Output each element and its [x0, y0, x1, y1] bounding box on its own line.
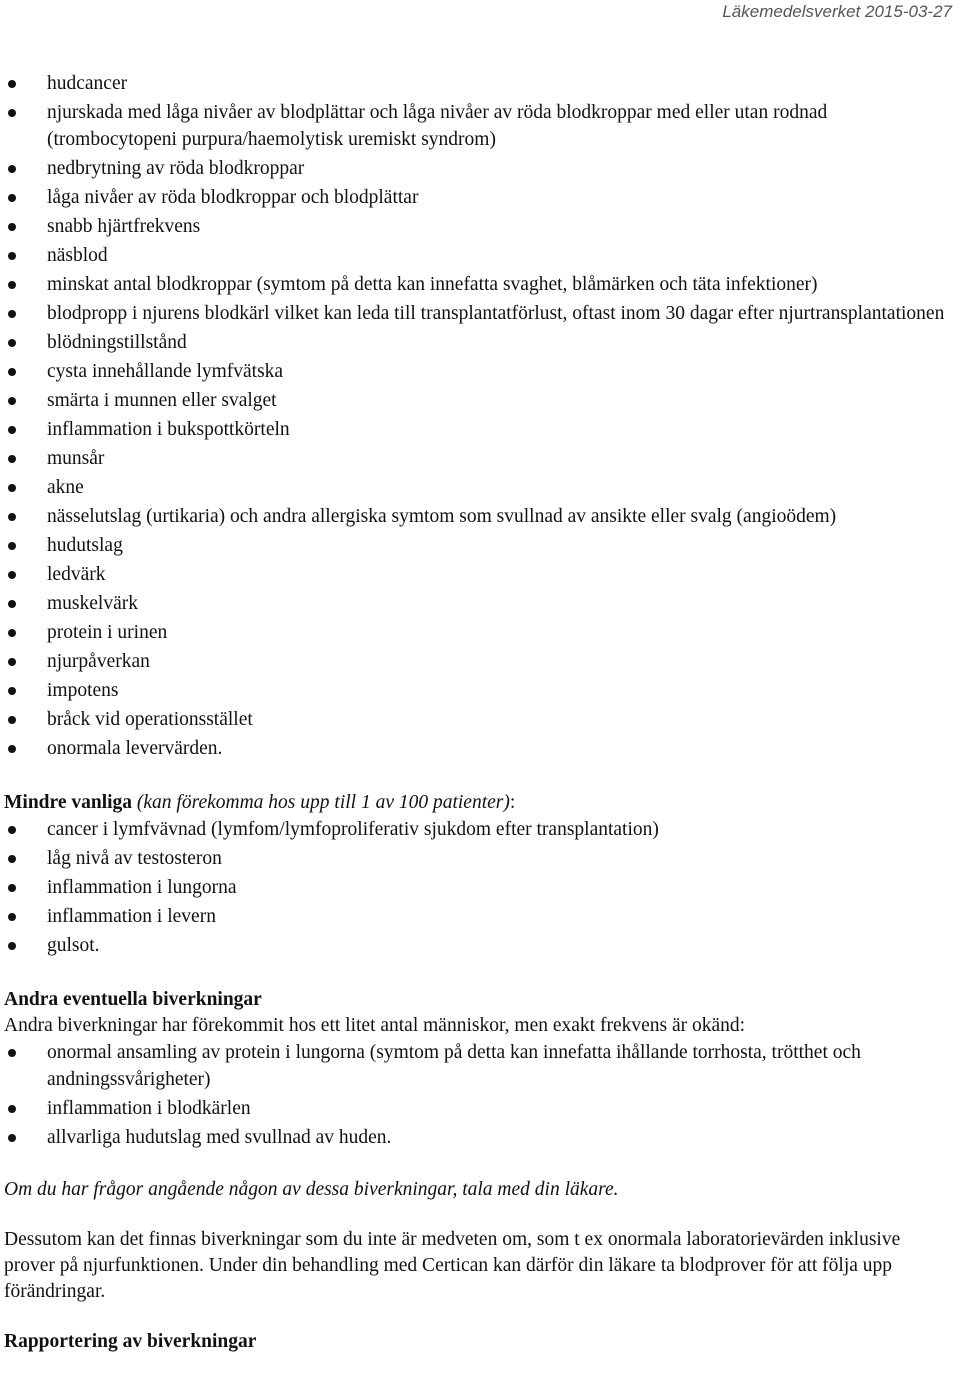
bullet-icon [8, 884, 16, 892]
list-item-text: bråck vid operationsstället [47, 709, 253, 730]
list-item [4, 387, 954, 414]
list-item [4, 932, 954, 959]
bullet-icon [8, 484, 16, 492]
list-item-text: allvarliga hudutslag med svullnad av huden. [47, 1127, 392, 1148]
bullet-icon [8, 1049, 16, 1057]
list-item [4, 816, 954, 843]
list-item [4, 845, 954, 872]
list-item [4, 677, 954, 704]
uncommon-side-effects-list [4, 816, 954, 959]
list-item [4, 561, 954, 588]
list-item-text: ledvärk [47, 564, 106, 585]
list-item [4, 300, 954, 327]
list-item [4, 1095, 954, 1122]
other-heading: Andra eventuella biverkningar [4, 989, 262, 1010]
bullet-icon [8, 281, 16, 289]
list-item [4, 184, 954, 211]
list-item-text: smärta i munnen eller svalget [47, 390, 277, 411]
bullet-icon [8, 687, 16, 695]
list-item [4, 99, 954, 153]
bullet-icon [8, 629, 16, 637]
uncommon-heading-frequency: (kan förekomma hos upp till 1 av 100 patienter) [136, 792, 510, 813]
list-item [4, 1039, 954, 1093]
list-item-text: gulsot. [47, 935, 100, 956]
list-item [4, 70, 954, 97]
list-item-text: nedbrytning av röda blodkroppar [47, 158, 305, 179]
reporting-heading: Rapportering av biverkningar [4, 1331, 257, 1352]
list-item [4, 590, 954, 617]
list-item [4, 1124, 954, 1151]
list-item-text: inflammation i levern [47, 906, 216, 927]
list-item-text: låg nivå av testosteron [47, 848, 222, 869]
list-item [4, 242, 954, 269]
list-item [4, 532, 954, 559]
list-item-text: blödningstillstånd [47, 332, 187, 353]
other-side-effects-list [4, 1039, 954, 1151]
bullet-icon [8, 942, 16, 950]
list-item-text: inflammation i blodkärlen [47, 1098, 251, 1119]
lab-note: Dessutom kan det finnas biverkningar som du inte är medveten om, som t ex onormala laboratorievärden inklusive prover på njurfunktionen. Under din behandling med Certican kan därför din läkare ta blodprover för att följa upp förändringar. [4, 1229, 901, 1302]
list-item [4, 874, 954, 901]
list-item-text: cancer i lymfvävnad (lymfom/lymfoproliferativ sjukdom efter transplantation) [47, 819, 659, 840]
uncommon-heading-colon: : [509, 792, 516, 813]
list-item-text: cysta innehållande lymfvätska [47, 361, 284, 382]
uncommon-heading [4, 790, 954, 816]
list-item-text: snabb hjärtfrekvens [47, 216, 201, 237]
list-item-text: låga nivåer av röda blodkroppar och blodplättar [47, 187, 419, 208]
bullet-icon [8, 194, 16, 202]
list-item [4, 416, 954, 443]
bullet-icon [8, 165, 16, 173]
bullet-icon [8, 397, 16, 405]
bullet-icon [8, 745, 16, 753]
bullet-icon [8, 455, 16, 463]
list-item [4, 735, 954, 762]
list-item [4, 213, 954, 240]
bullet-icon [8, 542, 16, 550]
questions-note: Om du har frågor angående någon av dessa biverkningar, tala med din läkare. [4, 1179, 619, 1200]
bullet-icon [8, 339, 16, 347]
bullet-icon [8, 310, 16, 318]
list-item [4, 329, 954, 356]
list-item-text: onormala levervärden. [47, 738, 223, 759]
list-item-text: onormal ansamling av protein i lungorna (symtom på detta kan innefatta ihållande torrhosta, trötthet och andningssvårigheter) [47, 1042, 861, 1090]
uncommon-heading-bold: Mindre vanliga [4, 792, 133, 813]
list-item-text: akne [47, 477, 84, 498]
list-item-text: minskat antal blodkroppar (symtom på detta kan innefatta svaghet, blåmärken och täta infektioner) [47, 274, 818, 295]
list-item [4, 619, 954, 646]
list-item-text: njurpåverkan [47, 651, 150, 672]
bullet-icon [8, 571, 16, 579]
list-item [4, 358, 954, 385]
list-item [4, 648, 954, 675]
bullet-icon [8, 109, 16, 117]
bullet-icon [8, 600, 16, 608]
bullet-icon [8, 1134, 16, 1142]
bullet-icon [8, 913, 16, 921]
list-item [4, 903, 954, 930]
bullet-icon [8, 826, 16, 834]
list-item-text: inflammation i lungorna [47, 877, 237, 898]
list-item-text: muskelvärk [47, 593, 138, 614]
other-intro: Andra biverkningar har förekommit hos ett litet antal människor, men exakt frekvens är okänd: [4, 1015, 746, 1036]
bullet-icon [8, 1105, 16, 1113]
list-item-text: nässelutslag (urtikaria) och andra allergiska symtom som svullnad av ansikte eller svalg (angioödem) [47, 506, 837, 527]
list-item [4, 445, 954, 472]
bullet-icon [8, 426, 16, 434]
list-item-text: impotens [47, 680, 119, 701]
list-item [4, 271, 954, 298]
list-item [4, 155, 954, 182]
list-item-text: protein i urinen [47, 622, 168, 643]
list-item [4, 503, 954, 530]
list-item-text: njurskada med låga nivåer av blodplättar och låga nivåer av röda blodkroppar med eller utan rodnad (trombocytopeni purpura/haemolytisk uremiskt syndrom) [47, 102, 828, 150]
list-item-text: näsblod [47, 245, 108, 266]
page-header: Läkemedelsverket 2015-03-27 [722, 2, 952, 21]
bullet-icon [8, 252, 16, 260]
document-body [4, 70, 954, 1355]
list-item-text: blodpropp i njurens blodkärl vilket kan leda till transplantatförlust, oftast inom 30 dagar efter njurtransplantationen [47, 303, 945, 324]
list-item [4, 474, 954, 501]
bullet-icon [8, 513, 16, 521]
bullet-icon [8, 368, 16, 376]
bullet-icon [8, 80, 16, 88]
list-item-text: munsår [47, 448, 105, 469]
bullet-icon [8, 223, 16, 231]
list-item-text: hudutslag [47, 535, 123, 556]
common-side-effects-list [4, 70, 954, 762]
list-item [4, 706, 954, 733]
bullet-icon [8, 658, 16, 666]
list-item-text: inflammation i bukspottkörteln [47, 419, 290, 440]
bullet-icon [8, 855, 16, 863]
list-item-text: hudcancer [47, 73, 128, 94]
bullet-icon [8, 716, 16, 724]
